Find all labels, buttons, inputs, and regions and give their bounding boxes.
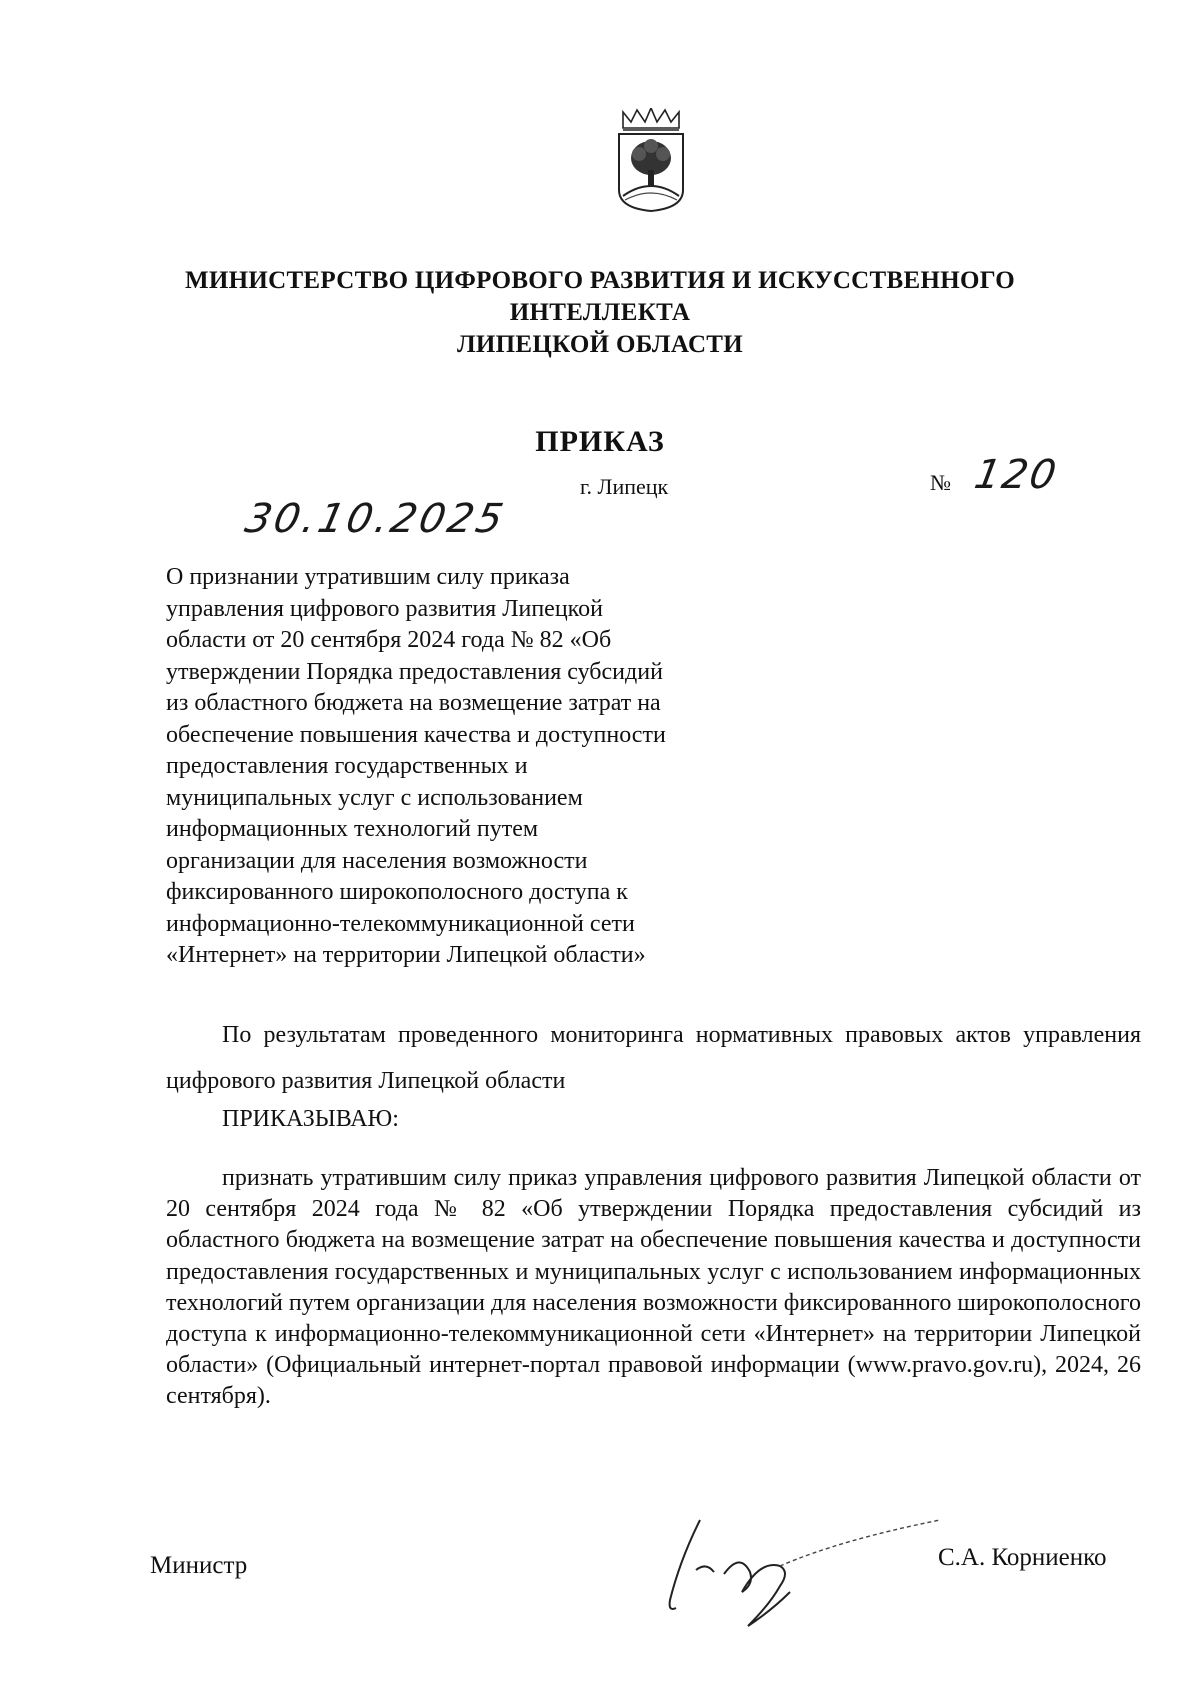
subject-line: информационных технологий путем [166, 816, 539, 842]
coat-of-arms-icon [615, 108, 687, 212]
signatory-position: Министр [150, 1552, 248, 1579]
order-body-paragraph: признать утратившим силу приказ управления цифрового развития Липецкой области от 20 сентября 2024 года № 82 «Об утверждении Порядка предоставления субсидий из областного бюджета на возмещение затрат на обеспечение повышения качества и доступности предоставления государственных и муниципальных услуг с использованием информационных технологий путем организации для населения возможности фиксированного широкополосного доступа к информационно-телекоммуникационной сети «Интернет» на территории Липецкой области» (Официальный интернет-портал правовой информации (www.pravo.gov.ru), 2024, 26 сентября). [166, 1165, 1141, 1410]
signatory-name: С.А. Корниенко [938, 1544, 1107, 1571]
ministry-name-line-3: ЛИПЕЦКОЙ ОБЛАСТИ [456, 331, 744, 358]
subject-line: утверждении Порядка предоставления субсидий [166, 658, 663, 685]
order-number-handwritten: 120 [970, 452, 1062, 498]
subject-line: области от 20 сентября 2024 года № 82 «Об [166, 627, 612, 653]
subject-line: управления цифрового развития Липецкой [166, 595, 603, 622]
preamble-paragraph: По результатам проведенного мониторинга нормативных правовых актов управления цифрового развития Липецкой области [166, 1022, 1141, 1094]
subject-line: О признании утратившим силу приказа [166, 564, 570, 590]
document-type-title: ПРИКАЗ [535, 425, 665, 458]
subject-line: муниципальных услуг с использованием [166, 784, 583, 811]
order-date-handwritten: 30.10.2025 [241, 496, 510, 542]
ministry-name-line-2: ИНТЕЛЛЕКТА [509, 299, 691, 326]
city-name: г. Липецк [580, 474, 669, 499]
order-number-label: № [930, 470, 951, 495]
order-subject [166, 562, 786, 972]
subject-line: из областного бюджета на возмещение затрат на [166, 690, 661, 716]
subject-line: обеспечение повышения качества и доступности [166, 721, 666, 748]
subject-line: предоставления государственных и [166, 753, 528, 779]
subject-line: фиксированного широкополосного доступа к [166, 879, 628, 905]
subject-line: информационно-телекоммуникационной сети [166, 910, 635, 937]
ministry-name-line-1: МИНИСТЕРСТВО ЦИФРОВОГО РАЗВИТИЯ И ИСКУССТВЕННОГО [184, 267, 1016, 294]
order-directive: ПРИКАЗЫВАЮ: [222, 1106, 399, 1132]
subject-line: «Интернет» на территории Липецкой области» [166, 942, 646, 968]
subject-line: организации для населения возможности [166, 847, 588, 874]
handwritten-signature-icon [640, 1500, 960, 1640]
